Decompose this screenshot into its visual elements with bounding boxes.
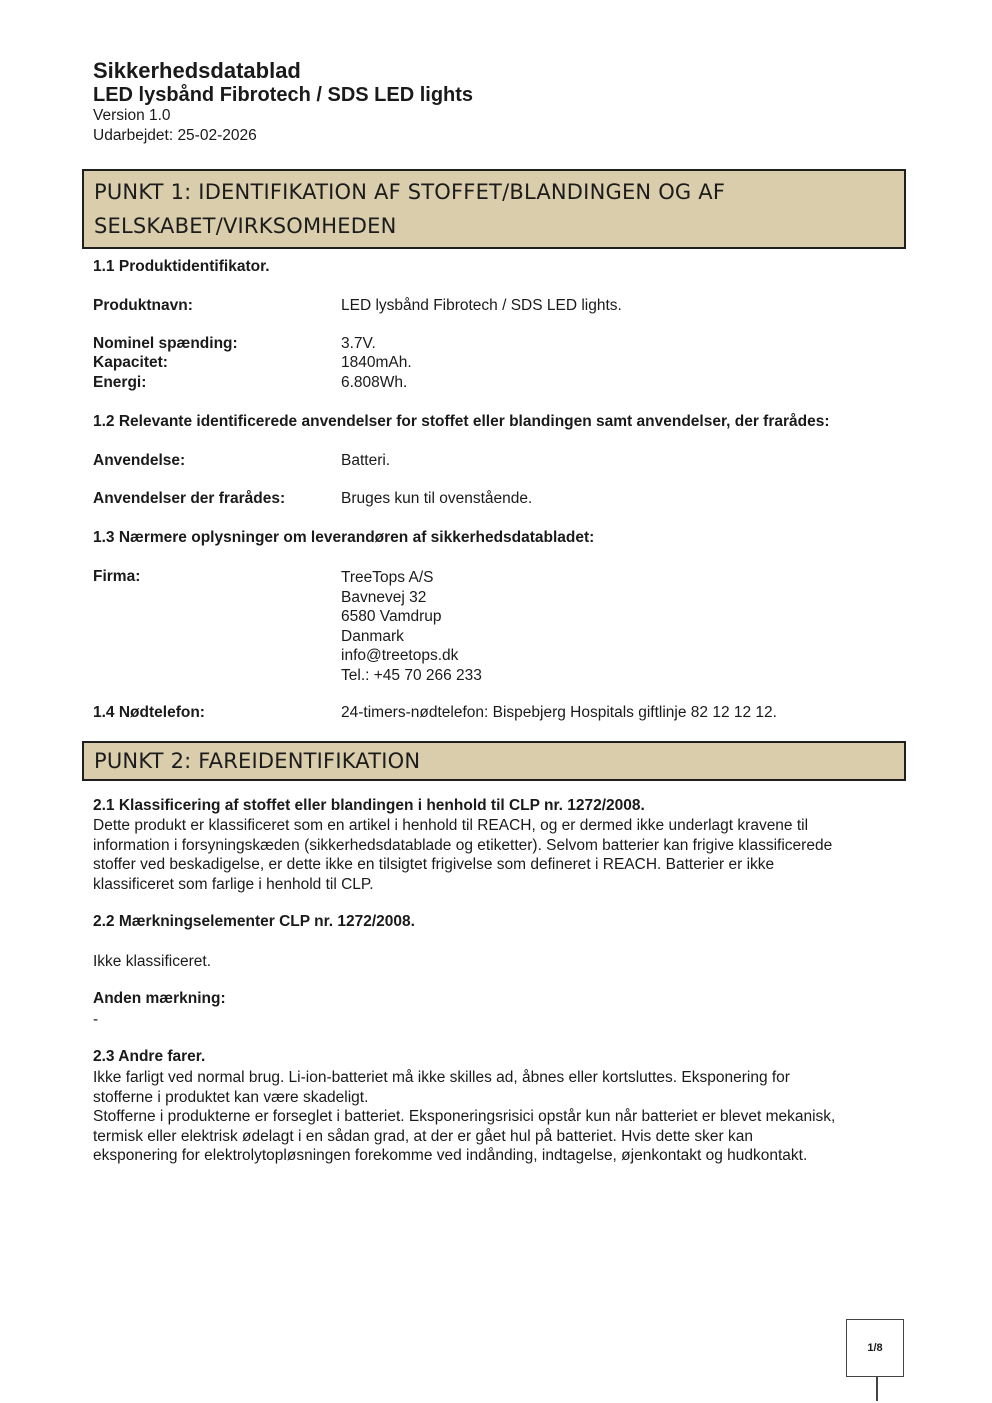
use-value: Batteri.	[341, 452, 391, 469]
company-label: Firma:	[93, 568, 141, 585]
version-text: Version 1.0	[93, 107, 171, 124]
page-box-tick	[876, 1377, 878, 1401]
classification-line: klassificeret som farlige i henhold til CLP.	[93, 875, 374, 893]
section1-heading-line2: SELSKABET/VIRKSOMHEDEN	[94, 214, 397, 238]
company-city: 6580 Vamdrup	[341, 608, 442, 625]
subsection-1-2: 1.2 Relevante identificerede anvendelser for stoffet eller blandingen samt anvendelser, der frarådes:	[93, 413, 830, 430]
other-marking-label: Anden mærkning:	[93, 990, 226, 1007]
other-marking-value: -	[93, 1011, 99, 1028]
product-name-value: LED lysbånd Fibrotech / SDS LED lights.	[341, 297, 622, 314]
hazards-line: eksponering for elektrolytopløsningen forekomme ved indånding, indtagelse, øjenkontakt og hudkontakt.	[93, 1147, 808, 1164]
subsection-1-3: 1.3 Nærmere oplysninger om leverandøren af sikkerhedsdatabladet:	[93, 529, 595, 546]
product-name-label: Produktnavn:	[93, 297, 193, 314]
voltage-label: Nominel spænding:	[93, 335, 238, 352]
company-country: Danmark	[341, 627, 404, 645]
hazards-line: stofferne i produktet kan være skadeligt.	[93, 1088, 369, 1106]
section1-heading-line1: PUNKT 1: IDENTIFIKATION AF STOFFET/BLANDINGEN OG AF	[94, 180, 726, 204]
subsection-1-1: 1.1 Produktidentifikator.	[93, 258, 270, 275]
energy-label: Energi:	[93, 374, 147, 391]
hazards-line: Stofferne i produkterne er forseglet i batteriet. Eksponeringsrisici opstår kun når batteriet er blevet mekanisk,	[93, 1108, 836, 1125]
section2-heading: PUNKT 2: FAREIDENTIFIKATION	[82, 741, 906, 781]
subsection-2-2: 2.2 Mærkningselementer CLP nr. 1272/2008.	[93, 913, 415, 930]
labelling-text: Ikke klassificeret.	[93, 953, 212, 970]
energy-value: 6.808Wh.	[341, 374, 408, 391]
company-phone: Tel.: +45 70 266 233	[341, 666, 482, 684]
emergency-phone-value: 24-timers-nødtelefon: Bispebjerg Hospitals giftlinje 82 12 12 12.	[341, 704, 777, 721]
advised-against-value: Bruges kun til ovenstående.	[341, 490, 533, 507]
subsection-2-1: 2.1 Klassificering af stoffet eller blandingen i henhold til CLP nr. 1272/2008.	[93, 797, 645, 814]
prepared-date: Udarbejdet: 25-02-2026	[93, 127, 257, 144]
company-street: Bavnevej 32	[341, 588, 427, 606]
classification-line: Dette produkt er klassificeret som en artikel i henhold til REACH, og er dermed ikke underlagt kravene til	[93, 817, 809, 834]
use-label: Anvendelse:	[93, 452, 186, 469]
document-title: Sikkerhedsdatablad	[93, 58, 301, 83]
company-name: TreeTops A/S	[341, 569, 434, 586]
advised-against-label: Anvendelser der frarådes:	[93, 490, 286, 507]
other-hazards-text	[93, 1068, 908, 1166]
page-number: 1/8	[846, 1319, 904, 1377]
company-email: info@treetops.dk	[341, 647, 459, 664]
company-address	[341, 568, 482, 685]
product-subtitle: LED lysbånd Fibrotech / SDS LED lights	[93, 84, 474, 106]
subsection-2-3: 2.3 Andre farer.	[93, 1048, 206, 1065]
classification-line: stoffer ved beskadigelse, er dette ikke en tilsigtet frigivelse som defineret i REACH. Batterier er ikke	[93, 856, 775, 873]
classification-text	[93, 816, 908, 894]
voltage-value: 3.7V.	[341, 335, 376, 352]
capacity-value: 1840mAh.	[341, 354, 412, 371]
emergency-phone-label: 1.4 Nødtelefon:	[93, 704, 205, 721]
hazards-line: termisk eller elektrisk ødelagt i en sådan grad, at der er gået hul på batteriet. Hvis dette sker kan	[93, 1127, 753, 1145]
classification-line: information i forsyningskæden (sikkerhedsdatablade og etiketter). Selvom batterier kan frigive klassificerede	[93, 836, 833, 854]
section1-heading	[82, 169, 906, 249]
hazards-line: Ikke farligt ved normal brug. Li-ion-batteriet må ikke skilles ad, åbnes eller kortsluttes. Eksponering for	[93, 1069, 790, 1086]
capacity-label: Kapacitet:	[93, 354, 168, 371]
